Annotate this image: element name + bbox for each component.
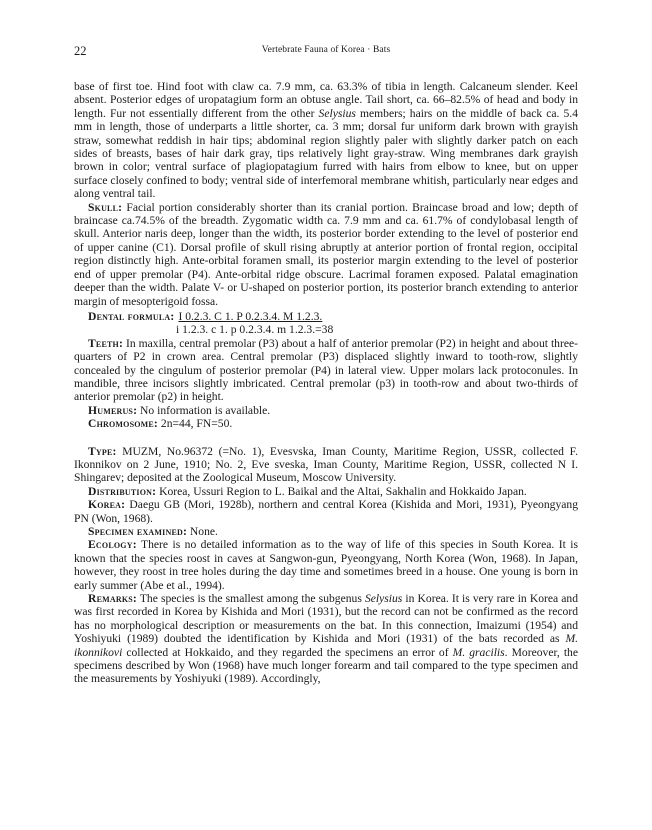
chromosome-section: Chromosome: 2n=44, FN=50.: [88, 417, 233, 431]
section-label: Humerus:: [88, 403, 138, 417]
skull-section: Skull: Facial portion considerably shorter than its cranial portion. Braincase broad and low; depth of braincase ca.74.5% of the breadth. Zygomatic width ca. 7.9 mm and ca. 61.7% of condylobasal length of skull. Anterior naris deep, longer than the width, its posterior border extending to the level of posterior end of upper canine (C1). Dorsal profile of skull rising abruptly at anterior portion of frontal region, occipital region distinctly high. Ante-orbital foramen small, its posterior margin extending to the level of posterior end of upper premolar (P4). Ante-orbital ridge obscure. Lacrimal foramen exposed. Palatal emagination deeper than the width. Palate V- or U-shaped on posterior portion, its posterior branch extending to anterior margin of mesopterigoid fossa.: [74, 200, 578, 308]
section-label: Specimen examined:: [88, 525, 188, 538]
section-gap: [74, 431, 578, 445]
page-header: [74, 44, 578, 60]
humerus-section: Humerus: No information is available.: [88, 403, 271, 417]
section-label: Dental formula:: [88, 309, 175, 323]
section-label: Teeth:: [88, 336, 124, 350]
description-paragraph: base of first toe. Hind foot with claw ca. 7.9 mm, ca. 63.3% of tibia in length. Calcaneum slender. Keel absent. Posterior edges of uropatagium form an obtuse angle. Tail short, ca. 66–82.5% of head and body in length. Fur not essentially different from the other Selysius members; hairs on the middle of back ca. 5.4 mm in length, those of underparts a little shorter, ca. 3 mm; dorsal fur uniform dark brown with grayish straw, somewhat reddish in hair tips; abdominal region slightly paler with slightly darker patch on each sides of breasts, bases of hair dark gray, tips relatively light gray-straw. Wing membranes dark grayish brown in color; ventral surface of plagiopatagium furred with hairs from elbow to knee, but on upper surface closely confined to body; ventral side of interfemoral membrane whitish, particularly near edges and along ventral tail.: [74, 80, 578, 201]
korea-section: Korea: Daegu GB (Mori, 1928b), northern and central Korea (Kishida and Mori, 1931), Pyeongyang PN (Won, 1968).: [74, 498, 578, 525]
section-label: Ecology:: [88, 538, 137, 552]
section-label: Skull:: [88, 200, 123, 214]
dental-formula-lower: i 1.2.3. c 1. p 0.2.3.4. m 1.2.3.=38: [176, 323, 334, 337]
section-label: Chromosome:: [88, 417, 158, 431]
type-section: Type: MUZM, No.96372 (=No. 1), Evesvska, Iman County, Maritime Region, USSR, collected F. Ikonnikov on 2 June, 1910; No. 2, Eve sveska, Iman County, Maritime Region, USSR, collected N I. Shingarev; deposited at the Zoological Museum, Moscow University.: [74, 444, 578, 485]
section-label: Distribution:: [88, 484, 157, 498]
page-number: 22: [74, 44, 87, 58]
teeth-section: Teeth: In maxilla, central premolar (P3) about a half of anterior premolar (P2) in height and about three-quarters of P2 in crown area. Central premolar (P3) displaced slightly inward to tooth-row, slightly concealed by the cingulum of posterior premolar (P4) in lateral view. Upper molars lack protoconules. In mandible, three incisors slightly imbricated. Central premolar (p3) in tooth-row and about two-thirds of anterior premolar (p2) in height.: [74, 336, 578, 404]
page-body: [74, 80, 578, 686]
distribution-section: Distribution: Korea, Ussuri Region to L. Baikal and the Altai, Sakhalin and Hokkaido Japan.: [88, 484, 527, 498]
ecology-section: Ecology: There is no detailed information as to the way of life of this species in South Korea. It is known that the species roost in caves at Sangwon-gun, Pyeongyang, North Korea (Won, 1968). In Japan, however, they roost in tree holes during the day time and sometimes breed in a house. One young is born in early summer (Abe et al., 1994).: [74, 538, 578, 592]
section-label: Type:: [88, 444, 117, 458]
dental-formula-section: [74, 310, 578, 323]
specimen-section: Specimen examined: None.: [88, 525, 218, 538]
section-label: Korea:: [88, 498, 126, 512]
section-label: Remarks:: [88, 592, 137, 606]
dental-formula-upper: I 0.2.3. C 1. P 0.2.3.4. M 1.2.3.: [178, 309, 323, 323]
running-head: Vertebrate Fauna of Korea · Bats: [261, 45, 391, 55]
remarks-section: Remarks: The species is the smallest among the subgenus Selysius in Korea. It is very rare in Korea and was first recorded in Korea by Kishida and Mori (1931), but the record can not be confirmed as the record has no morphological description or measurements on the bat. In this connection, Imaizumi (1954) and Yoshiyuki (1989) doubted the identification by Kishida and Mori (1931) of the bats recorded as M. ikonnikovi collected at Hokkaido, and they regarded the specimens an error of M. gracilis. Moreover, the specimens described by Won (1968) have much longer forearm and tail compared to the type specimen and the measurements by Yoshiyuki (1989). Accordingly,: [74, 592, 578, 686]
